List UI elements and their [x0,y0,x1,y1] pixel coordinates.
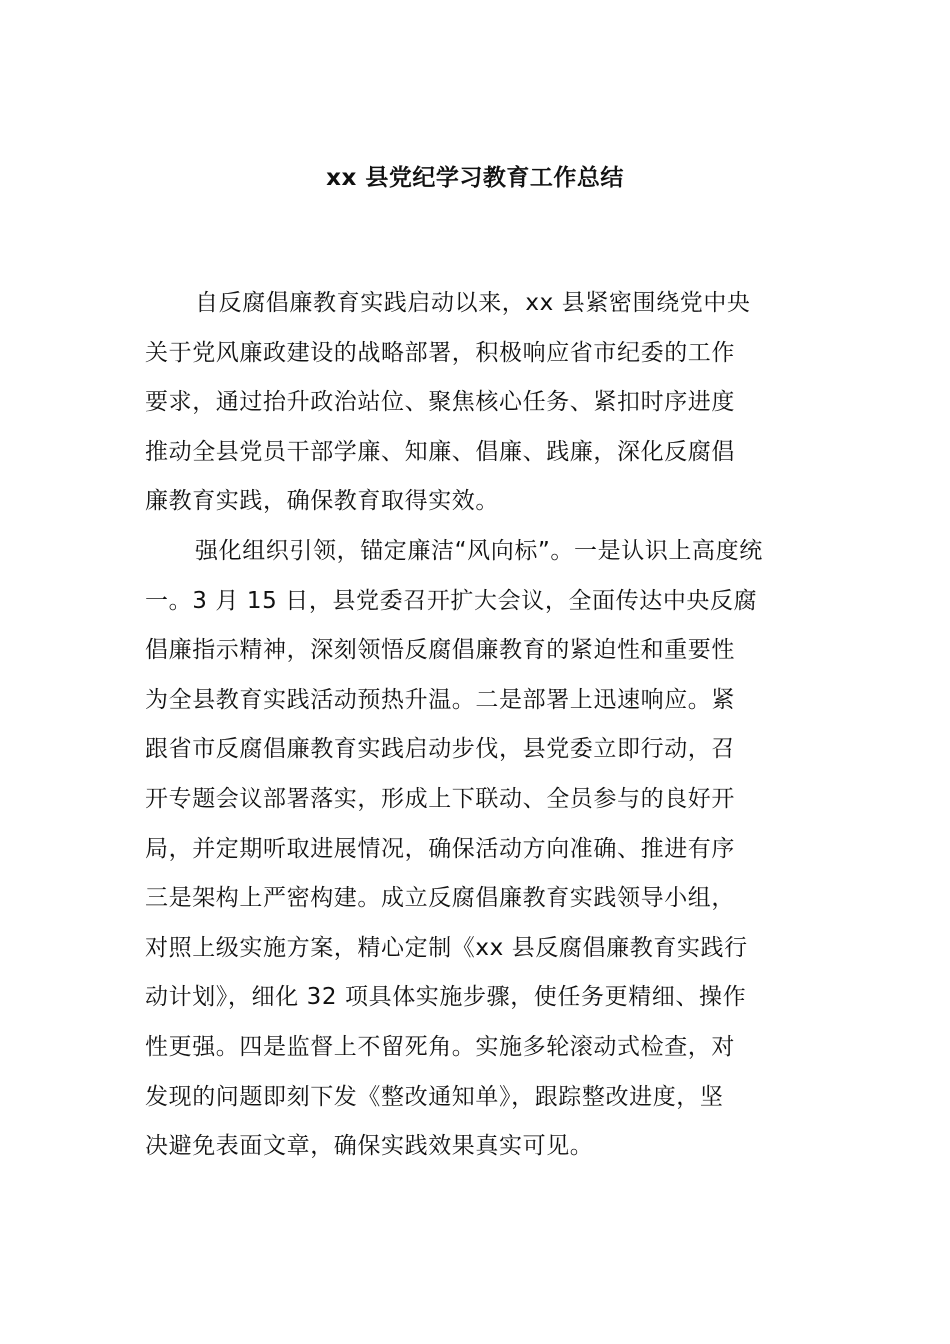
paragraph-line: 开专题会议部署落实，形成上下联动、全员参与的良好开 [145,785,735,812]
paragraph-line: 跟省市反腐倡廉教育实践启动步伐，县党委立即行动，召 [145,736,735,763]
paragraph-line: 决避免表面文章，确保实践效果真实可见。 [145,1133,594,1160]
paragraph-1 [145,279,807,527]
paragraph-2 [145,527,807,1172]
paragraph-line: 性更强。四是监督上不留死角。实施多轮滚动式检查，对 [145,1033,735,1060]
paragraph-line: 局，并定期听取进展情况，确保活动方向准确、推进有序 [145,835,735,862]
document-body [145,279,807,1172]
paragraph-line: 关于党风廉政建设的战略部署，积极响应省市纪委的工作 [145,339,735,366]
paragraph-line: 为全县教育实践活动预热升温。二是部署上迅速响应。紧 [145,686,735,713]
paragraph-line: 要求，通过抬升政治站位、聚焦核心任务、紧扣时序进度 [145,389,735,416]
document-title: xx 县党纪学习教育工作总结 [326,165,624,191]
paragraph-line: 廉教育实践，确保教育取得实效。 [145,488,499,515]
paragraph-line: 倡廉指示精神，深刻领悟反腐倡廉教育的紧迫性和重要性 [145,637,735,664]
paragraph-line: 动计划》，细化 32 项具体实施步骤，使任务更精细、操作 [145,984,747,1011]
paragraph-line: 发现的问题即刻下发《整改通知单》，跟踪整改进度，坚 [145,1083,724,1110]
paragraph-line: 一。3 月 15 日，县党委召开扩大会议，全面传达中央反腐 [145,587,758,614]
paragraph-line: 推动全县党员干部学廉、知廉、倡廉、践廉，深化反腐倡 [145,438,735,465]
paragraph-line: 三是架构上严密构建。成立反腐倡廉教育实践领导小组， [145,885,735,912]
paragraph-line: 对照上级实施方案，精心定制《xx 县反腐倡廉教育实践行 [145,934,748,961]
paragraph-line: 自反腐倡廉教育实践启动以来，xx 县紧密围绕党中央 [195,290,751,316]
paragraph-line: 强化组织引领，锚定廉洁“风向标”。一是认识上高度统 [195,537,763,564]
